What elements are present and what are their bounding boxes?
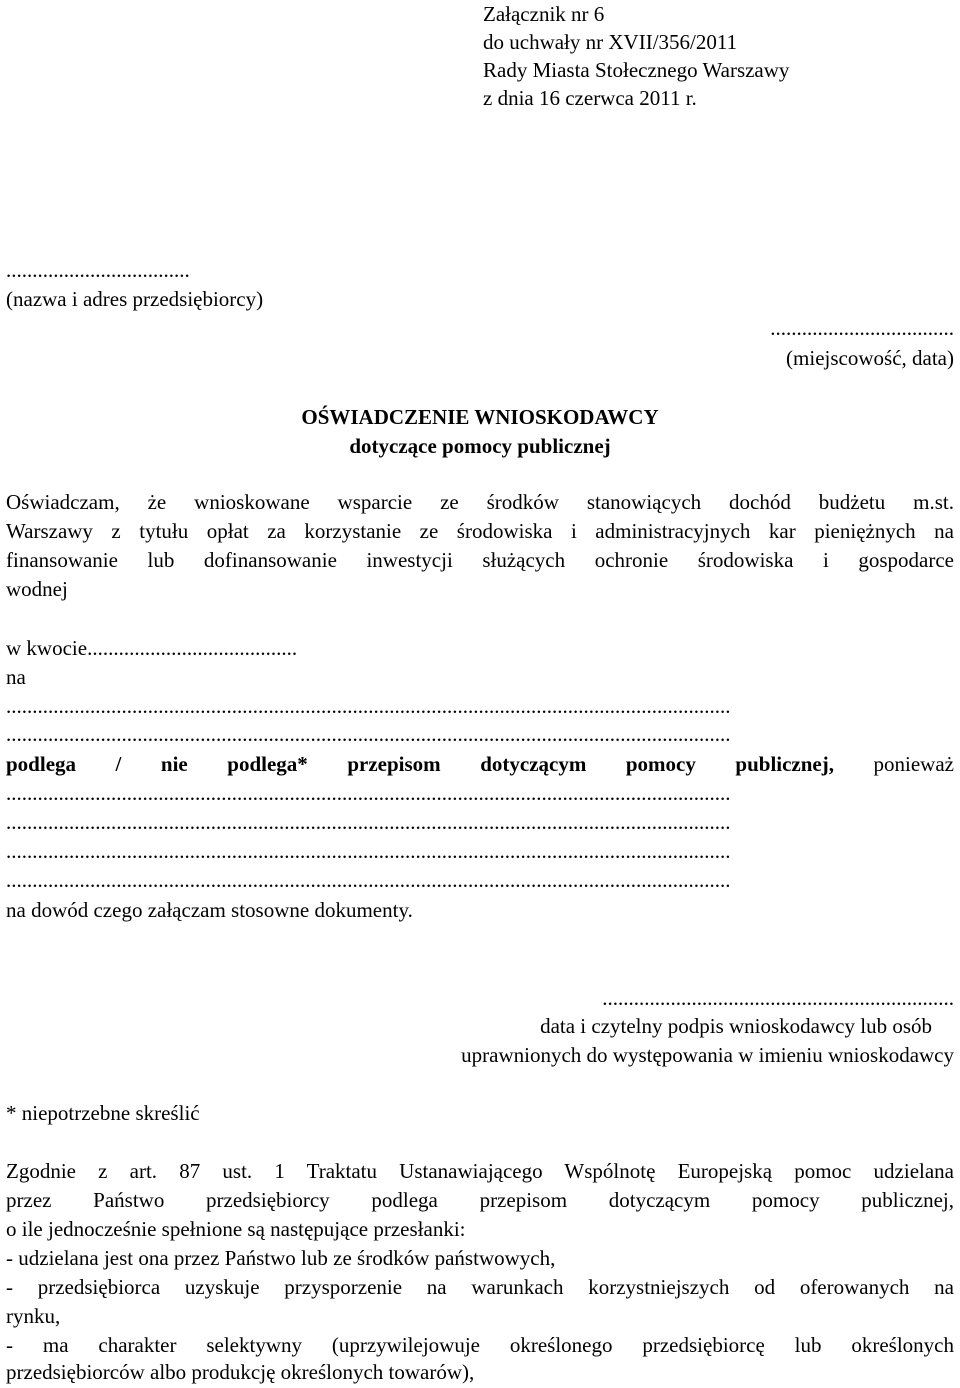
statement-line: wodnej xyxy=(6,577,68,601)
legal-line: o ile jednocześnie spełnione są następujące przesłanki: xyxy=(6,1217,466,1241)
statement-line: Oświadczam, że wnioskowane wsparcie ze środków stanowiących dochód budżetu m.st. xyxy=(6,490,954,514)
amount-label: w kwocie xyxy=(6,636,88,660)
signature-field[interactable]: ................................................................... xyxy=(602,986,954,1010)
legal-line: przez Państwo przedsiębiorcy podlega przepisom dotyczącym pomocy publicznej, xyxy=(6,1188,954,1212)
signature-label: data i czytelny podpis wnioskodawcy lub osób xyxy=(540,1014,932,1038)
purpose-field[interactable]: .......................................................................................................................................... xyxy=(6,722,731,746)
state-aid-declaration xyxy=(6,750,954,779)
reason-field[interactable]: .......................................................................................................................................... xyxy=(6,781,731,805)
applicant-field[interactable]: ................................... xyxy=(6,258,190,282)
purpose-field[interactable]: .......................................................................................................................................... xyxy=(6,694,731,718)
declaration-word: pomocy xyxy=(625,752,696,776)
option-not[interactable]: nie xyxy=(160,752,188,776)
legal-line: rynku, xyxy=(6,1304,61,1328)
legal-line: Zgodnie z art. 87 ust. 1 Traktatu Ustanawiającego Wspólnotę Europejską pomoc udzielana xyxy=(6,1159,954,1183)
statement-line: Warszawy z tytułu opłat za korzystanie ze środowiska i administracyjnych kar pieniężnych na xyxy=(6,519,954,543)
legal-line: - udzielana jest ona przez Państwo lub ze środków państwowych, xyxy=(6,1246,556,1270)
option-not-subject[interactable]: podlega* xyxy=(227,752,308,776)
applicant-label: (nazwa i adres przedsiębiorcy) xyxy=(6,287,264,311)
declaration-word: przepisom xyxy=(347,752,441,776)
reason-field[interactable]: .......................................................................................................................................... xyxy=(6,810,731,834)
place-date-field[interactable]: ................................... xyxy=(770,316,954,340)
purpose-label: na xyxy=(6,665,26,689)
reason-field[interactable]: .......................................................................................................................................... xyxy=(6,868,731,892)
legal-line: przedsiębiorców albo produkcję określonych towarów), xyxy=(6,1360,475,1384)
statement-line: finansowanie lub dofinansowanie inwestycji służących ochronie środowiska i gospodarce xyxy=(6,548,954,572)
title-sub: dotyczące pomocy publicznej xyxy=(349,434,611,458)
footnote: * niepotrzebne skreślić xyxy=(6,1101,200,1125)
amount-row xyxy=(6,634,297,663)
reason-field[interactable]: .......................................................................................................................................... xyxy=(6,839,731,863)
evidence-statement: na dowód czego załączam stosowne dokumenty. xyxy=(6,898,413,922)
signature-label: uprawnionych do występowania w imieniu wnioskodawcy xyxy=(461,1043,954,1067)
option-subject[interactable]: podlega xyxy=(6,752,77,776)
because-word: ponieważ xyxy=(873,752,954,776)
declaration-word: publicznej, xyxy=(735,752,834,776)
resolution-number: do uchwały nr XVII/356/2011 xyxy=(483,30,738,54)
resolution-date: z dnia 16 czerwca 2011 r. xyxy=(483,86,697,110)
amount-field[interactable]: ........................................ xyxy=(87,636,298,660)
attachment-number: Załącznik nr 6 xyxy=(483,2,605,26)
council-name: Rady Miasta Stołecznego Warszawy xyxy=(483,58,790,82)
declaration-word: dotyczącym xyxy=(480,752,587,776)
option-separator: / xyxy=(115,752,122,776)
place-date-label: (miejscowość, data) xyxy=(786,346,954,370)
legal-line: - przedsiębiorca uzyskuje przysporzenie na warunkach korzystniejszych od oferowanych na xyxy=(6,1275,954,1299)
legal-line: - ma charakter selektywny (uprzywilejowuje określonego przedsiębiorcę lub określonych xyxy=(6,1333,954,1357)
title-main: OŚWIADCZENIE WNIOSKODAWCY xyxy=(301,405,659,429)
